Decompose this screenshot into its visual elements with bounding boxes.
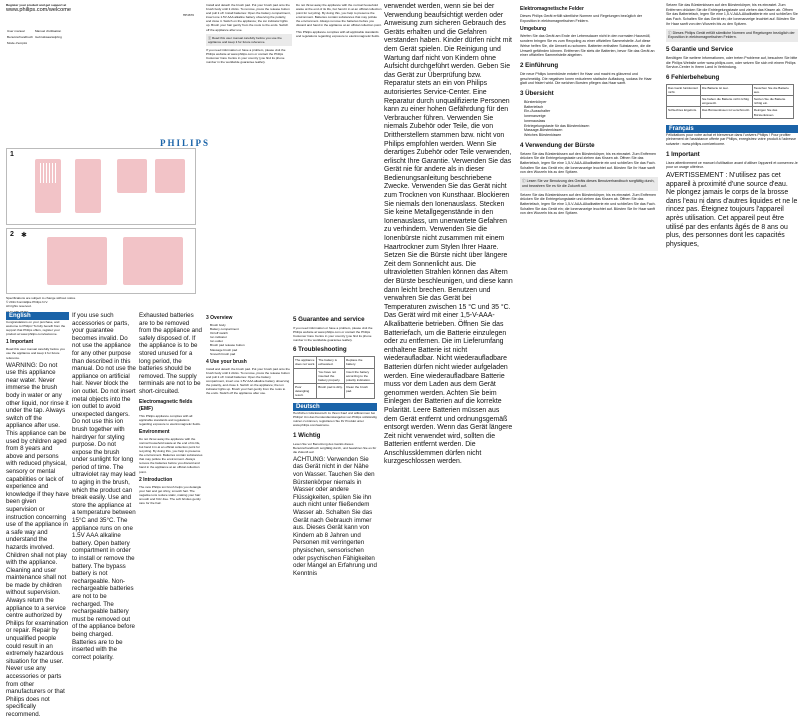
overview-item: Massage brush pad	[210, 347, 238, 352]
francais-intro: Félicitations pour votre achat et bienvenue dans l'univers Philips ! Pour profiter pleinement de l'assistance offerte par Philips, enregistrez votre produit à l'adresse suivante : www.philips.com/welcome.	[666, 132, 796, 146]
note-icon: ⓘ	[522, 179, 527, 184]
figure-2	[6, 228, 196, 294]
header	[6, 3, 196, 46]
overview-item: Ionenanzeige	[524, 114, 546, 119]
overview-item: Ein-/Ausschalter	[524, 109, 551, 114]
deutsch-note-2	[666, 29, 798, 42]
deutsch-warning: ACHTUNG: Verwenden Sie das Gerät nicht in der Nähe von Wasser. Tauchen Sie den Bürstenkörper niemals in Wasser oder andere Flüssigkeiten, spülen Sie ihn auch nicht unter fließendem Wasser ab. Schalten Sie das Gerät nach Gebrauch immer aus. Dieses Gerät kann von Kindern ab 8 Jahren und Personen mit verringerten physischen, sensorischen oder psychischen Fähigkeiten oder Mangel an Erfahrung und Kenntnis	[293, 455, 377, 577]
english-guarantee: If you need information or have a problem, please visit the Philips website at www.philips.com or contact the Philips Customer Care Centre in your country (you find its phone number in the worldwide guarantee leaflet).	[293, 326, 373, 343]
english-env: Do not throw away the appliance with the normal household waste at the end of its life, but hand it in at an official collection point for recycling. By doing this, you help to preserve the environment. Batteries contain substances that may pollute the environment. Always remove the batteries before you discard and hand in the appliance at an official collection point.	[139, 436, 203, 474]
english-column-5	[293, 312, 377, 620]
english-emf-heading: Electromagnetic fields (EMF)	[139, 398, 193, 412]
overview-item: Bürstenkörper	[524, 100, 547, 105]
table-cell: The appliance does not work.	[295, 358, 316, 367]
legend-en: User manual	[7, 29, 25, 34]
footer-line1: Specifications are subject to change without notice	[6, 296, 76, 300]
english-emf-upper: This Philips appliance complies with all applicable standards and regulations regarding exposure to electromagnetic fields.	[296, 29, 380, 38]
smooth-pad-illustration	[155, 159, 185, 193]
english-troubleshooting-table	[293, 356, 375, 399]
francais-h1: 1 Important	[666, 150, 700, 158]
deutsch-note-text: Lesen Sie vor Benutzung des Geräts dieses Benutzerhandbuch sorgfältig durch, und bewahren Sie es für die Zukunft auf.	[522, 179, 655, 188]
overview-item: Battery compartment	[210, 327, 239, 332]
francais-heading: Français	[666, 125, 798, 133]
english-upper-col-4	[206, 3, 292, 303]
english-upper-col-5	[296, 3, 382, 303]
figure-1	[6, 148, 196, 225]
deutsch-overview-list	[520, 100, 658, 138]
overview-item: Weiches Bürstenkissen	[524, 132, 562, 137]
register-url[interactable]: www.philips.com/welcome	[6, 7, 71, 14]
table-row	[667, 96, 794, 107]
language-legend	[6, 28, 63, 46]
deutsch-guarantee: Benötigen Sie weitere Informationen, oder treten Probleme auf, besuchen Sie bitte die Philips Website unter www.philips.com, oder setzen Sie sich mit einem Philips Service-Center in Ihrem Land in Verbindung.	[666, 55, 798, 70]
battery-illustration	[47, 237, 107, 285]
deutsch-troubleshooting-table	[666, 84, 794, 119]
english-h3: 3 Overview	[206, 315, 233, 321]
overview-item: Smooth brush pad	[210, 351, 236, 356]
english-note	[206, 34, 292, 46]
table-cell	[294, 368, 317, 383]
english-emf: This Philips appliance complies with all applicable standards and regulations regarding exposure to electromagnetic fields.	[139, 413, 201, 426]
deutsch-h1: 1 Wichtig	[293, 431, 321, 439]
english-env-heading: Environment	[139, 428, 170, 435]
footer-line3: All rights reserved.	[6, 304, 32, 309]
deutsch-use: Setzen Sie das Bürstenkissen auf den Bürstenkörper, bis es einrastet. Zum Entfernen drücken Sie die Entriegelungstaste und ziehen das Kissen ab. Öffnen Sie das Batteriefach, legen Sie eine 1,5-V-AAA-Alkalibatterie ein und schließen Sie das Fach. Schalten Sie das Gerät ein; die Ionenanzeige leuchtet auf. Bürsten Sie Ihr Haar sanft von den Wurzeln bis zu den Spitzen.	[520, 151, 657, 175]
figure-1-label: 1	[10, 151, 14, 158]
deutsch-column-4	[666, 3, 798, 617]
overview-item: Ion indicator	[210, 335, 227, 340]
bristles-illustration	[40, 163, 56, 183]
table-cell: Replace the battery.	[345, 357, 375, 368]
overview-item: Brush body	[210, 323, 226, 327]
deutsch-use-cont: Setzen Sie das Bürstenkissen auf den Bürstenkörper, bis es einrastet. Zum Entfernen drücken Sie die Entriegelungstaste und ziehen das Kissen ab. Öffnen Sie das Batteriefach, legen Sie eine 1,5-V-AAA-Alkalibatterie ein und schließen Sie das Fach. Schalten Sie das Gerät ein; die Ionenanzeige leuchtet auf. Bürsten Sie Ihr Haar sanft von den Wurzeln bis zu den Spitzen.	[666, 3, 798, 26]
english-env-upper: Do not throw away the appliance with the normal household waste at the end of its life, but hand it in at an official collection point for recycling. By doing this, you help to preserve the environment. Batteries contain substances that may pollute the environment. Always remove the batteries before you discard and hand in the appliance at an official collection point.	[296, 3, 382, 28]
deutsch-h1-text: Lesen Sie vor Benutzung des Geräts dieses Benutzerhandbuch sorgfältig durch, und bewahren Sie es für die Zukunft auf.	[293, 441, 377, 454]
table-cell: You have not inserted the battery properly.	[317, 368, 345, 383]
legend-fr2: Mode d'emploi	[7, 41, 28, 46]
english-warning: WARNING: Do not use this appliance near water. Never immerse the brush body in water or any other liquid, nor rinse it under the tap. Always switch off the appliance after use. This appliance can be used by children aged from 8 years and above and persons with reduced physical, sensory or mental capabilities or lack of experience and knowledge if they have been given supervision or instruction concerning use of the appliance in a safe way and understand the hazards involved. Children shall not play with the appliance. Cleaning and user maintenance shall not be made by children without supervision. Always return the appliance to a service centre authorized by Philips for examination or repair. Repair by unqualified people could result in an extremely hazardous situation for the user. Never use any accessories or parts from other manufacturers or that Philips does not specifically recommend.	[6, 361, 69, 718]
deutsch-h4: 4 Verwendung der Bürste	[520, 141, 595, 149]
deutsch-note-2-text: Dieses Philips Gerät erfüllt sämtliche Normen und Regelungen bezüglich der Exposition in elektromagnetischen Feldern.	[668, 30, 795, 40]
english-use-upper: Install and detach the brush pad. Put your brush pad onto the brush body until it clicks. To remove, press the release button and pull it off. Install batteries: Open the battery compartment, insert one 1.5V AAA alkaline battery observing the polarity, and close it. Switch on the appliance; the ion indicator lights up. Brush your hair gently from the roots to the ends. Switch off the appliance after use.	[206, 3, 291, 32]
deutsch-column-2	[384, 3, 514, 617]
overview-item: Brush pad release button	[210, 343, 245, 348]
legend-de: Benutzerhandbuch	[7, 35, 33, 40]
table-cell: Das Gerät funktioniert nicht.	[667, 85, 701, 96]
francais-warning: AVERTISSEMENT : N'utilisez pas cet appareil à proximité d'une source d'eau. Ne plongez jamais le corps de la brosse dans l'eau ni dans d'autres liquides et ne le rincez pas. Éteignez toujours l'appareil après utilisation. Cet appareil peut être utilisé par des enfants âgés de 8 ans ou plus, des personnes dont les capacités physiques,	[666, 172, 798, 248]
english-col2-text: If you use such accessories or parts, your guarantee becomes invalid. Do not use the appliance for any other purpose than described in this manual. Do not use the appliance on artificial hair. Never block the ion outlet. Do not insert metal objects into the ion outlet to avoid unexpected dangers. Do not use this ion brush together with hairdryer for styling purpose. Do not expose the brush under sunlight for long period of time. The ultraviolet ray may lead to aging in the brush, which the product can break easily. Use and store the appliance at a temperature between 15°C and 35°C. The appliance runs on one 1.5V AAA alkaline battery. Open battery compartment in order to install or remove the battery. The bypass battery is not rechargeable. Non-rechargeable batteries are not to be recharged. The rechargeable battery must be removed out of the appliance before being charged. Batteries are to be inserted with the correct polarity.	[72, 312, 136, 661]
register-line: Register your product and get support at	[6, 3, 67, 7]
deutsch-env: Werfen Sie das Gerät am Ende der Lebensdauer nicht in den normalen Hausmüll, sondern bringen Sie es zum Recycling zu einer offiziellen Sammelstelle. Auf diese Weise helfen Sie, die Umwelt zu schonen. Batterien enthalten Substanzen, die die Umwelt gefährden können. Entfernen Sie stets die Batterien, bevor Sie das Gerät an einer offiziellen Sammelstelle abgeben.	[520, 34, 655, 58]
deutsch-emf-heading: Elektromagnetische Felder	[520, 6, 584, 12]
note-icon: ⓘ	[668, 30, 673, 35]
footer-line2: © 2011 Koninklijke Philips N.V.	[6, 300, 49, 305]
english-h1: 1 Important	[6, 339, 34, 346]
deutsch-env-heading: Umgebung	[520, 26, 547, 33]
english-note-text: Read this user manual carefully before you use the appliance and keep it for future reference.	[208, 35, 282, 44]
table-cell: Poor detangling result.	[294, 383, 317, 398]
deutsch-h2: 2 Einführung	[520, 61, 559, 69]
table-cell: The battery is exhausted.	[317, 357, 345, 368]
settings-icon: ✱	[21, 232, 27, 239]
english-heading: English	[6, 312, 69, 320]
table-cell: Das Bürstenkissen ist verschmutzt.	[700, 107, 752, 118]
table-cell: Insert the battery according to the polarity indication.	[345, 368, 375, 383]
deutsch-col2-text: verwendet werden, wenn sie bei der Verwendung beaufsichtigt werden oder Anweisung zum sicheren Gebrauch des Geräts erhalten und die Gefahren verstanden haben. Kinder dürfen nicht mit dem Gerät spielen. Die Reinigung und Wartung darf nicht von Kindern ohne Aufsicht durchgeführt werden. Geben Sie das Gerät zur Überprüfung bzw. Reparatur stets an ein von Philips autorisiertes Service-Center. Eine Reparatur durch unqualifizierte Personen kann zu einer hohen Gefährdung für den Verbraucher führen. Verwenden Sie niemals Zubehör oder Teile, die von Drittherstellern stammen bzw. nicht von Philips empfohlen werden. Wenn Sie derartiges Zubehör oder Teile verwenden, erlischt Ihre Garantie. Verwenden Sie das Gerät nie für andere als in dieser Bedienungsanleitung beschriebene Zwecke. Verwenden Sie das Gerät nicht zum Trocknen von Kunsthaar. Blockieren Sie niemals den Ionenauslass. Stecken Sie keine Metallgegenstände in den Ionenauslass, um unerwartete Gefahren zu verhindern. Verwenden Sie die Ionenbürste nicht zusammen mit einem Haartrockner zum Stylen Ihrer Haare. Setzen Sie die Bürste nicht über längere Zeit dem Sonnenlicht aus. Die ultravioletten Strahlen können das Altern der Bürste beschleunigen, und diese kann dann leicht brechen. Benutzen und verwahren Sie das Gerät bei Temperaturen zwischen 15 °C und 35 °C. Das Gerät wird mit einer 1,5-V-AAA-Alkalibatterie betrieben. Öffnen Sie das Batteriefach, um die Batterie einzulegen oder zu entfernen. Die im Lieferumfang enthaltene Batterie ist nicht wiederaufladbar. Nicht wiederaufladbare Batterien dürfen nicht wieder aufgeladen werden. Eine wiederaufladbare Batterie muss vor dem Laden aus dem Gerät genommen werden. Achten Sie beim Einlegen der Batterien auf die korrekte Polarität. Leere Batterien müssen aus dem Gerät entfernt und ordnungsgemäß entsorgt werden. Wenn das Gerät längere Zeit nicht verwendet wird, sollten die Batterien entfernt werden. Die Anschlussklemmen dürfen nicht kurzgeschlossen werden.	[384, 3, 513, 466]
table-cell: Clean the brush pad.	[345, 383, 375, 398]
deutsch-note	[520, 177, 658, 190]
deutsch-column-3	[520, 3, 658, 617]
table-row	[294, 368, 375, 383]
table-row	[667, 107, 794, 118]
table-cell: Die Batterie ist leer.	[700, 85, 752, 96]
deutsch-emf: Dieses Philips Gerät erfüllt sämtliche Normen und Regelungen bezüglich der Exposition in elektromagnetischen Feldern.	[520, 14, 643, 23]
table-row	[294, 383, 375, 398]
deutsch-h5: 5 Garantie und Service	[666, 45, 734, 53]
overview-item: Batteriefach	[524, 104, 544, 109]
english-guarantee-upper: If you need information or have a problem, please visit the Philips website at www.philips.com or contact the Philips Customer Care Centre in your country (you find its phone number in the worldwide guarantee leaflet).	[206, 47, 286, 65]
english-use: Install and detach the brush pad. Put your brush pad onto the brush body until it clicks. To remove, press the release button and pull it off. Install batteries: Open the battery compartment, insert one 1.5V AAA alkaline battery observing the polarity, and close it. Switch on the appliance; the ion indicator lights up. Brush your hair gently from the roots to the ends. Switch off the appliance after use.	[206, 366, 290, 396]
overview-item: Ion outlet	[210, 339, 223, 344]
english-column-2	[72, 312, 136, 661]
overview-item: Massage-Bürstenkissen	[524, 128, 563, 133]
model-number: HP4676	[182, 13, 194, 17]
legend-nl: Gebruiksaanwijzing	[34, 35, 62, 40]
english-column-3	[139, 312, 203, 620]
table-cell: Schlechtes Ergebnis.	[667, 107, 701, 118]
note-icon: ⓘ	[208, 35, 212, 40]
overview-item: On/off switch	[210, 331, 228, 336]
philips-logo: PHILIPS	[160, 138, 211, 148]
english-overview-list	[206, 323, 290, 356]
english-h2-text: The new Philips ion brush helps you detangle your hair and get shiny, smooth hair. The negative ions reduce static, making your hair smooth and frizz-free. The soft bristles gently care for the hair.	[139, 484, 202, 506]
english-intro: Congratulations on your purchase, and welcome to Philips! To fully benefit from the support that Philips offers, register your product at www.philips.com/welcome.	[6, 320, 66, 337]
figure-2-label: 2	[10, 231, 14, 238]
table-cell: Brush pad is dirty.	[317, 383, 345, 398]
deutsch-h3: 3 Übersicht	[520, 90, 554, 98]
deutsch-use-repeat: Setzen Sie das Bürstenkissen auf den Bürstenkörper, bis es einrastet. Zum Entfernen drücken Sie die Entriegelungstaste und ziehen das Kissen ab. Öffnen Sie das Batteriefach, legen Sie eine 1,5-V-AAA-Alkalibatterie ein und schließen Sie das Fach. Schalten Sie das Gerät ein; die Ionenanzeige leuchtet auf. Bürsten Sie Ihr Haar sanft von den Wurzeln bis zu den Spitzen.	[520, 192, 657, 216]
deutsch-heading: Deutsch	[293, 403, 377, 411]
use-illustration	[123, 237, 183, 285]
english-column-1	[6, 312, 69, 718]
deutsch-h2-text: Die neue Philips Ionenbürste entwirrt Ihr Haar und macht es glänzend und geschmeidig. Die negativen Ionen reduzieren statische Aufladung, sodass Ihr Haar glatt und frisiert wirkt. Die weichen Borsten pflegen das Haar sanft.	[520, 71, 652, 86]
francais-h1-text: Lisez attentivement ce manuel d'utilisation avant d'utiliser l'appareil et conservez-le pour un usage ultérieur.	[666, 160, 798, 170]
deutsch-intro: Herzlichen Glückwunsch zu Ihrem Kauf und willkommen bei Philips! Um das Kundendienstangebot von Philips vollständig nutzen zu können, registrieren Sie Ihr Produkt unter www.philips.com/welcome.	[293, 411, 377, 428]
brush-side-illustration	[75, 159, 101, 213]
overview-item: Entriegelungstaste für das Bürstenkissen	[524, 123, 590, 128]
english-column-4	[206, 312, 290, 620]
table-row	[667, 85, 794, 96]
table-cell: Setzen Sie die Batterie richtig ein.	[752, 96, 793, 107]
english-h5: 5 Guarantee and service	[293, 316, 365, 323]
table-cell: Tauschen Sie die Batterie aus.	[752, 85, 793, 96]
english-col3-text: Exhausted batteries are to be removed from the appliance and safely disposed of. If the appliance is to be stored unused for a long period, the batteries should be removed. The supply terminals are not to be short-circuited.	[139, 312, 202, 395]
table-row	[294, 357, 375, 368]
english-h4: 4 Use your brush	[206, 358, 247, 365]
table-cell	[667, 96, 701, 107]
english-h1-text: Read this user manual carefully before you use the appliance and keep it for future reference.	[6, 347, 65, 360]
english-h2: 2 Introduction	[139, 476, 173, 483]
massage-pad-illustration	[117, 159, 147, 193]
deutsch-h6: 6 Fehlerbehebung	[666, 74, 720, 82]
english-h6: 6 Troubleshooting	[293, 346, 347, 354]
overview-item: Ionenauslass	[524, 118, 546, 123]
table-cell: Sie haben die Batterie nicht richtig eingesetzt.	[700, 96, 752, 107]
legend-fr: Manuel d'utilisation	[34, 29, 62, 34]
table-cell: Reinigen Sie das Bürstenkissen.	[752, 107, 793, 118]
